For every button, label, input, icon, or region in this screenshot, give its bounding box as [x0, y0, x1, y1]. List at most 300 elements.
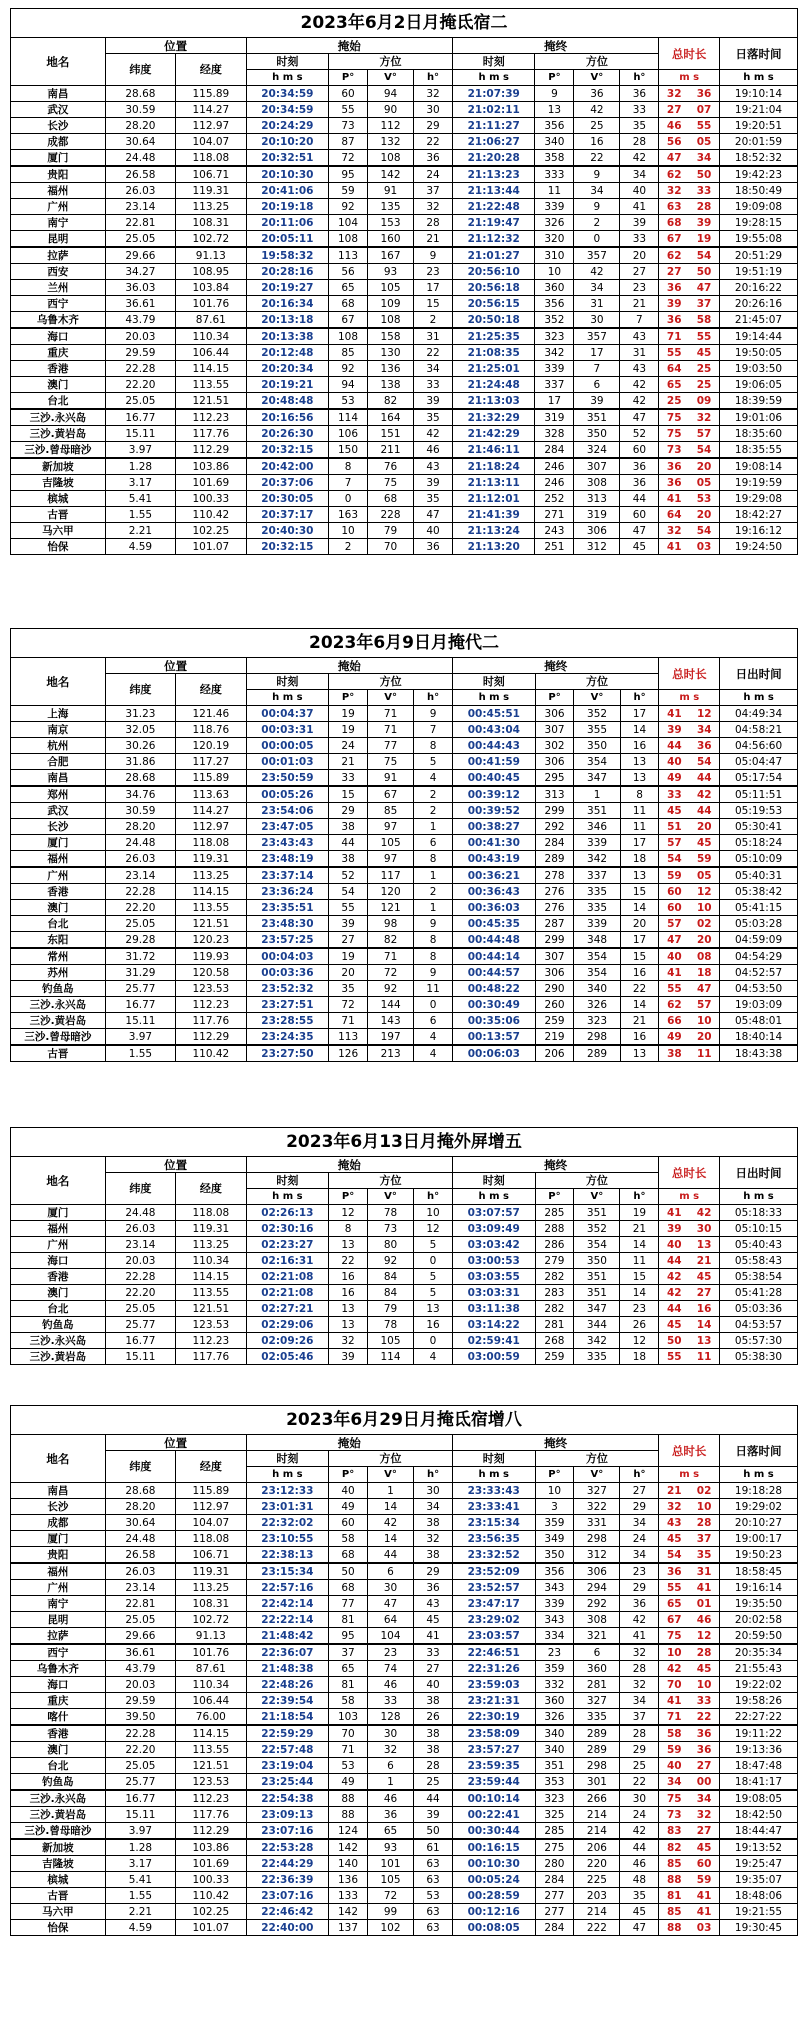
ingress-h: 36	[414, 150, 453, 167]
longitude: 118.08	[176, 1205, 246, 1221]
ingress-time: 20:20:34	[246, 361, 329, 377]
egress-time: 21:11:27	[452, 118, 535, 134]
egress-h: 25	[620, 1758, 659, 1774]
duration-min: 67	[659, 1612, 689, 1628]
latitude: 25.77	[105, 1774, 175, 1791]
egress-time: 23:52:57	[452, 1580, 535, 1596]
duration-sec: 27	[689, 1823, 719, 1840]
ingress-v: 108	[367, 150, 413, 167]
ingress-time: 22:53:28	[246, 1839, 329, 1856]
sun-time: 05:19:53	[720, 803, 798, 819]
egress-h: 35	[620, 118, 659, 134]
header-ingress-direction: 方位	[329, 1173, 453, 1189]
latitude: 25.05	[105, 916, 175, 932]
place-name: 厦门	[11, 1205, 106, 1221]
ingress-p: 60	[329, 86, 368, 102]
ingress-v: 93	[367, 1839, 413, 1856]
ingress-p: 55	[329, 900, 368, 916]
egress-v: 36	[574, 86, 620, 102]
ingress-h: 46	[414, 442, 453, 459]
ingress-time: 23:37:14	[246, 867, 329, 884]
place-name: 钓鱼岛	[11, 1774, 106, 1791]
unit-p: P°	[535, 70, 574, 86]
egress-h: 24	[620, 1531, 659, 1547]
duration-min: 34	[659, 1774, 689, 1791]
ingress-v: 167	[367, 247, 413, 264]
place-name: 古晋	[11, 507, 106, 523]
sun-time: 05:38:54	[720, 1269, 798, 1285]
egress-h: 21	[620, 296, 659, 312]
egress-h: 34	[620, 1693, 659, 1709]
egress-time: 22:30:19	[452, 1709, 535, 1726]
ingress-v: 164	[367, 409, 413, 426]
ingress-h: 2	[414, 803, 453, 819]
place-name: 昆明	[11, 1612, 106, 1628]
ingress-v: 72	[367, 1888, 413, 1904]
place-name: 厦门	[11, 150, 106, 167]
duration-min: 67	[659, 231, 689, 248]
ingress-v: 128	[367, 1709, 413, 1726]
ingress-h: 2	[414, 312, 453, 329]
duration-sec: 12	[689, 706, 719, 722]
egress-time: 00:10:14	[452, 1790, 535, 1807]
ingress-p: 104	[329, 215, 368, 231]
duration-min: 59	[659, 1742, 689, 1758]
header-egress-direction: 方位	[535, 54, 659, 70]
longitude: 108.31	[176, 1596, 246, 1612]
egress-v: 331	[574, 1515, 620, 1531]
ingress-v: 68	[367, 491, 413, 507]
longitude: 117.76	[176, 1013, 246, 1029]
latitude: 28.68	[105, 1483, 175, 1499]
ingress-time: 22:32:02	[246, 1515, 329, 1531]
egress-p: 268	[535, 1333, 574, 1349]
egress-v: 354	[574, 965, 620, 981]
duration-min: 39	[659, 722, 689, 738]
header-ingress-time: 时刻	[246, 674, 329, 690]
ingress-h: 13	[414, 1301, 453, 1317]
ingress-time: 23:48:30	[246, 916, 329, 932]
longitude: 101.07	[176, 539, 246, 555]
duration-min: 47	[659, 150, 689, 167]
latitude: 36.03	[105, 280, 175, 296]
duration-min: 64	[659, 507, 689, 523]
place-name: 南昌	[11, 1483, 106, 1499]
table-row	[11, 900, 798, 916]
latitude: 30.64	[105, 134, 175, 150]
egress-p: 360	[535, 1693, 574, 1709]
table-row	[11, 215, 798, 231]
latitude: 16.77	[105, 997, 175, 1013]
ingress-v: 1	[367, 1483, 413, 1499]
header-egress: 掩终	[453, 658, 659, 674]
egress-time: 23:32:52	[452, 1547, 535, 1564]
ingress-v: 23	[367, 1644, 413, 1661]
duration-min: 60	[659, 884, 689, 900]
ingress-p: 92	[329, 361, 368, 377]
longitude: 100.33	[176, 1872, 246, 1888]
egress-h: 23	[620, 280, 659, 296]
ingress-p: 39	[329, 1349, 368, 1365]
egress-p: 339	[535, 1596, 574, 1612]
egress-time: 00:36:21	[453, 867, 536, 884]
header-egress-time: 时刻	[453, 674, 536, 690]
ingress-v: 79	[367, 1301, 413, 1317]
latitude: 15.11	[105, 1807, 175, 1823]
duration-min: 62	[659, 166, 689, 183]
egress-time: 03:00:59	[452, 1349, 535, 1365]
egress-h: 17	[620, 706, 659, 722]
place-name: 西宁	[11, 296, 106, 312]
duration-min: 60	[659, 900, 689, 916]
sun-time: 18:48:06	[720, 1888, 798, 1904]
duration-min: 55	[659, 1349, 689, 1365]
egress-v: 350	[574, 738, 620, 754]
ingress-p: 13	[329, 1317, 368, 1333]
sun-time: 05:17:54	[720, 770, 798, 787]
egress-v: 6	[574, 377, 620, 393]
egress-v: 34	[574, 183, 620, 199]
place-name: 广州	[11, 867, 106, 884]
ingress-v: 98	[368, 916, 414, 932]
unit-hms: h m s	[720, 1467, 798, 1483]
egress-h: 45	[620, 1904, 659, 1920]
egress-v: 312	[574, 539, 620, 555]
longitude: 123.53	[176, 981, 246, 997]
place-name: 槟城	[11, 491, 106, 507]
ingress-time: 23:48:19	[246, 851, 329, 868]
ingress-v: 114	[367, 1349, 413, 1365]
ingress-p: 58	[329, 1531, 368, 1547]
sun-time: 18:39:59	[719, 393, 797, 410]
duration-min: 58	[659, 1725, 689, 1742]
ingress-p: 8	[329, 458, 368, 475]
latitude: 4.59	[105, 1920, 175, 1936]
ingress-v: 46	[367, 1790, 413, 1807]
ingress-p: 113	[329, 247, 368, 264]
header-ingress-time: 时刻	[246, 54, 329, 70]
egress-time: 21:07:39	[452, 86, 535, 102]
egress-h: 36	[620, 86, 659, 102]
egress-time: 03:00:53	[452, 1253, 535, 1269]
table-row	[11, 1029, 798, 1046]
header-egress-time: 时刻	[452, 1173, 535, 1189]
place-name: 古晋	[11, 1888, 106, 1904]
egress-time: 21:18:24	[452, 458, 535, 475]
egress-h: 12	[620, 1333, 659, 1349]
egress-p: 260	[535, 997, 574, 1013]
egress-time: 20:56:10	[452, 264, 535, 280]
egress-h: 17	[620, 932, 659, 949]
ingress-h: 28	[414, 215, 453, 231]
latitude: 23.14	[105, 1237, 175, 1253]
duration-min: 75	[659, 1790, 689, 1807]
ingress-v: 91	[367, 183, 413, 199]
egress-h: 44	[620, 491, 659, 507]
longitude: 110.42	[176, 507, 246, 523]
egress-v: 344	[574, 1317, 620, 1333]
ingress-time: 20:05:11	[246, 231, 329, 248]
egress-time: 23:15:34	[452, 1515, 535, 1531]
ingress-h: 26	[414, 1709, 453, 1726]
egress-h: 33	[620, 231, 659, 248]
egress-v: 7	[574, 361, 620, 377]
duration-sec: 16	[689, 1301, 719, 1317]
ingress-h: 0	[414, 1253, 453, 1269]
place-name: 台北	[11, 916, 106, 932]
sun-time: 19:16:12	[719, 523, 797, 539]
duration-sec: 10	[689, 1499, 719, 1515]
duration-min: 88	[659, 1872, 689, 1888]
ingress-p: 37	[329, 1644, 368, 1661]
latitude: 39.50	[105, 1709, 175, 1726]
egress-p: 259	[535, 1349, 574, 1365]
egress-h: 27	[620, 264, 659, 280]
sun-time: 19:29:02	[720, 1499, 798, 1515]
egress-time: 00:38:27	[453, 819, 536, 835]
ingress-v: 160	[367, 231, 413, 248]
place-name: 澳门	[11, 377, 106, 393]
duration-min: 64	[659, 361, 689, 377]
ingress-v: 94	[367, 86, 413, 102]
table-row	[11, 1269, 798, 1285]
longitude: 118.08	[176, 150, 246, 167]
egress-time: 21:13:24	[452, 523, 535, 539]
duration-sec: 13	[689, 1237, 719, 1253]
duration-sec: 02	[689, 916, 719, 932]
longitude: 113.25	[176, 199, 246, 215]
unit-h: h°	[620, 690, 659, 706]
unit-p: P°	[329, 1189, 368, 1205]
ingress-p: 59	[329, 183, 368, 199]
egress-p: 287	[535, 916, 574, 932]
duration-min: 32	[659, 86, 689, 102]
longitude: 112.23	[176, 1333, 246, 1349]
egress-time: 22:46:51	[452, 1644, 535, 1661]
place-name: 香港	[11, 884, 106, 900]
duration-min: 41	[659, 1205, 689, 1221]
egress-time: 00:44:48	[453, 932, 536, 949]
ingress-v: 85	[368, 803, 414, 819]
ingress-v: 47	[367, 1596, 413, 1612]
longitude: 120.23	[176, 932, 246, 949]
egress-h: 21	[620, 1221, 659, 1237]
ingress-time: 23:27:50	[246, 1045, 329, 1062]
egress-v: 225	[574, 1872, 620, 1888]
ingress-v: 30	[367, 1580, 413, 1596]
egress-h: 14	[620, 1285, 659, 1301]
ingress-p: 27	[329, 932, 368, 949]
ingress-v: 130	[367, 345, 413, 361]
egress-v: 25	[574, 118, 620, 134]
duration-min: 55	[659, 1580, 689, 1596]
egress-v: 357	[574, 247, 620, 264]
egress-h: 43	[620, 361, 659, 377]
longitude: 114.27	[176, 803, 246, 819]
ingress-h: 17	[414, 280, 453, 296]
egress-v: 281	[574, 1677, 620, 1693]
duration-min: 39	[659, 1221, 689, 1237]
ingress-v: 75	[368, 754, 414, 770]
ingress-time: 22:22:14	[246, 1612, 329, 1628]
ingress-v: 6	[367, 1758, 413, 1774]
egress-v: 292	[574, 1596, 620, 1612]
longitude: 102.72	[176, 231, 246, 248]
table-row	[11, 1807, 798, 1823]
egress-h: 40	[620, 183, 659, 199]
longitude: 101.69	[176, 475, 246, 491]
egress-h: 15	[620, 1269, 659, 1285]
egress-p: 23	[535, 1644, 574, 1661]
ingress-v: 77	[368, 738, 414, 754]
sun-time: 05:41:28	[720, 1285, 798, 1301]
place-name: 澳门	[11, 1285, 106, 1301]
table-title: 2023年6月2日月掩氐宿二	[11, 9, 798, 38]
table-row	[11, 458, 798, 475]
ingress-time: 23:24:35	[246, 1029, 329, 1046]
ingress-v: 14	[367, 1499, 413, 1515]
sun-time: 05:48:01	[720, 1013, 798, 1029]
unit-v: V°	[368, 690, 414, 706]
duration-sec: 45	[689, 1661, 719, 1677]
sun-time: 05:40:31	[720, 867, 798, 884]
sun-time: 05:04:47	[720, 754, 798, 770]
ingress-h: 12	[414, 1221, 453, 1237]
egress-v: 308	[574, 475, 620, 491]
ingress-v: 143	[368, 1013, 414, 1029]
egress-p: 332	[535, 1677, 574, 1693]
unit-ms: m s	[659, 1467, 720, 1483]
egress-h: 14	[620, 1237, 659, 1253]
sun-time: 19:58:26	[720, 1693, 798, 1709]
ingress-p: 88	[329, 1790, 368, 1807]
longitude: 100.33	[176, 491, 246, 507]
ingress-p: 142	[329, 1904, 368, 1920]
place-name: 福州	[11, 851, 106, 868]
egress-v: 30	[574, 312, 620, 329]
ingress-p: 38	[329, 851, 368, 868]
ingress-v: 33	[367, 1693, 413, 1709]
ingress-p: 140	[329, 1856, 368, 1872]
egress-v: 301	[574, 1774, 620, 1791]
latitude: 26.03	[105, 1221, 175, 1237]
egress-v: 354	[574, 754, 620, 770]
egress-time: 21:13:23	[452, 166, 535, 183]
ingress-h: 40	[414, 1677, 453, 1693]
duration-sec: 54	[689, 247, 719, 264]
ingress-h: 33	[414, 1644, 453, 1661]
egress-h: 24	[620, 1807, 659, 1823]
table-row	[11, 491, 798, 507]
ingress-p: 8	[329, 1221, 368, 1237]
latitude: 23.14	[105, 199, 175, 215]
unit-v: V°	[367, 1467, 413, 1483]
ingress-v: 142	[367, 166, 413, 183]
table-row	[11, 247, 798, 264]
ingress-h: 30	[414, 1483, 453, 1499]
longitude: 112.29	[176, 1029, 246, 1046]
duration-sec: 13	[689, 1333, 719, 1349]
header-duration: 总时长	[659, 1157, 720, 1189]
egress-time: 03:07:57	[452, 1205, 535, 1221]
table-row	[11, 916, 798, 932]
egress-v: 289	[574, 1725, 620, 1742]
egress-v: 323	[574, 1013, 620, 1029]
duration-sec: 47	[689, 981, 719, 997]
duration-sec: 19	[689, 231, 719, 248]
duration-sec: 20	[689, 1029, 719, 1046]
egress-v: 214	[574, 1823, 620, 1840]
latitude: 30.59	[105, 803, 175, 819]
ingress-v: 36	[367, 1807, 413, 1823]
duration-min: 32	[659, 1499, 689, 1515]
duration-sec: 27	[689, 1285, 719, 1301]
place-name: 重庆	[11, 345, 106, 361]
duration-sec: 03	[689, 1920, 719, 1936]
table-row	[11, 948, 798, 965]
egress-time: 21:12:32	[452, 231, 535, 248]
egress-v: 342	[574, 1333, 620, 1349]
sun-time: 05:03:36	[720, 1301, 798, 1317]
place-name: 三沙.永兴岛	[11, 1790, 106, 1807]
duration-sec: 36	[689, 738, 719, 754]
longitude: 91.13	[176, 1628, 246, 1645]
egress-p: 9	[535, 86, 574, 102]
latitude: 24.48	[105, 150, 175, 167]
egress-time: 21:41:39	[452, 507, 535, 523]
table-row	[11, 819, 798, 835]
sun-time: 04:53:57	[720, 1317, 798, 1333]
duration-sec: 34	[689, 1790, 719, 1807]
ingress-h: 41	[414, 1628, 453, 1645]
egress-h: 15	[620, 884, 659, 900]
egress-v: 335	[574, 884, 620, 900]
header-egress: 掩终	[452, 38, 658, 54]
egress-time: 21:25:35	[452, 328, 535, 345]
sun-time: 05:30:41	[720, 819, 798, 835]
latitude: 36.61	[105, 296, 175, 312]
sun-time: 19:00:17	[720, 1531, 798, 1547]
table-row	[11, 1515, 798, 1531]
duration-min: 27	[659, 102, 689, 118]
egress-h: 16	[620, 1029, 659, 1046]
ingress-time: 23:25:44	[246, 1774, 329, 1791]
ingress-v: 136	[367, 361, 413, 377]
table-row	[11, 754, 798, 770]
egress-time: 00:22:41	[452, 1807, 535, 1823]
place-name: 贵阳	[11, 166, 106, 183]
egress-p: 356	[535, 1563, 574, 1580]
longitude: 113.55	[176, 1285, 246, 1301]
duration-sec: 34	[689, 722, 719, 738]
duration-min: 88	[659, 1920, 689, 1936]
table-row	[11, 1317, 798, 1333]
latitude: 23.14	[105, 1580, 175, 1596]
longitude: 104.07	[176, 1515, 246, 1531]
duration-sec: 45	[689, 345, 719, 361]
ingress-p: 39	[329, 916, 368, 932]
egress-v: 351	[574, 803, 620, 819]
egress-v: 289	[574, 1045, 620, 1062]
ingress-time: 20:42:00	[246, 458, 329, 475]
sun-time: 19:14:44	[719, 328, 797, 345]
ingress-p: 21	[329, 754, 368, 770]
egress-time: 23:21:31	[452, 1693, 535, 1709]
sun-time: 04:49:34	[720, 706, 798, 722]
longitude: 103.86	[176, 458, 246, 475]
egress-v: 214	[574, 1807, 620, 1823]
table-row	[11, 1333, 798, 1349]
